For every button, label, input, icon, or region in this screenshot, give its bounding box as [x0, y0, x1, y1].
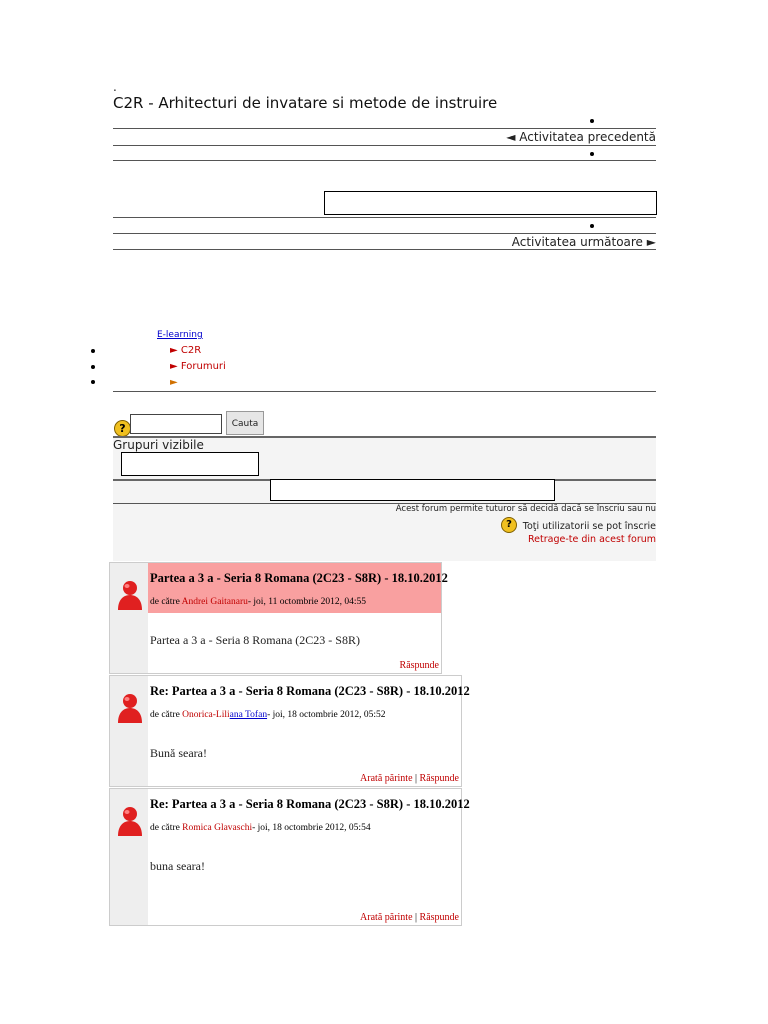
breadcrumb-item-c2r[interactable]: ► C2R — [170, 345, 202, 356]
post-avatar-column — [110, 563, 148, 673]
unsubscribe-link[interactable]: Retrage-te din acest forum — [528, 534, 656, 545]
post-message: Bună seara! — [150, 746, 207, 760]
groups-label: Grupuri vizibile — [113, 438, 204, 452]
breadcrumb-root[interactable]: E-learning — [157, 330, 203, 340]
author-link[interactable]: Romica Glavaschi — [182, 823, 253, 833]
reply-link[interactable]: Răspunde — [399, 660, 439, 671]
breadcrumb-bullet — [91, 349, 95, 353]
command-separator: | — [415, 912, 418, 923]
reply-link[interactable]: Răspunde — [419, 773, 459, 784]
help-icon[interactable]: ? — [501, 517, 517, 533]
groups-select[interactable] — [121, 452, 259, 476]
forum-select[interactable] — [270, 479, 555, 501]
post-byline — [150, 710, 386, 720]
forum-post — [109, 562, 448, 674]
search-input[interactable] — [130, 414, 222, 434]
post-header — [148, 676, 470, 726]
post-avatar-column — [110, 789, 148, 925]
nav-bullet — [590, 119, 594, 123]
nav-bullet — [590, 152, 594, 156]
reply-link[interactable]: Răspunde — [419, 912, 459, 923]
post-byline — [150, 597, 366, 607]
jump-to-select[interactable] — [324, 191, 657, 215]
post-commands — [400, 660, 439, 671]
post-date: - joi, 18 octombrie 2012, 05:52 — [267, 710, 386, 720]
command-separator: | — [415, 773, 418, 784]
nav-bullet — [590, 224, 594, 228]
post-message: Partea a 3 a - Seria 8 Romana (2C23 - S8R) — [150, 633, 360, 647]
breadcrumb-item-forums[interactable]: ► Forumuri — [170, 361, 226, 372]
byline-prefix: de către — [150, 823, 180, 833]
page-title: C2R - Arhitecturi de invatare si metode de instruire — [113, 94, 498, 112]
all-users-subscribe-text: Toţi utilizatorii se pot înscrie — [522, 521, 656, 532]
help-icon[interactable]: ? — [114, 420, 131, 437]
author-link[interactable]: Andrei Gaitanaru — [181, 597, 248, 607]
post-title: Partea a 3 a - Seria 8 Romana (2C23 - S8R) - 18.10.2012 — [150, 571, 448, 585]
post-header — [148, 789, 470, 839]
next-activity-link[interactable]: Activitatea următoare ► — [511, 235, 656, 249]
search-button[interactable]: Cauta — [226, 411, 264, 435]
breadcrumb-item-current: ► — [170, 377, 178, 388]
byline-prefix: de către — [150, 710, 180, 720]
author-link-visited[interactable]: ana Tofan — [229, 710, 268, 720]
user-icon — [116, 579, 144, 611]
user-icon — [116, 805, 144, 837]
post-title: Re: Partea a 3 a - Seria 8 Romana (2C23 - S8R) - 18.10.2012 — [150, 797, 470, 811]
post-commands — [360, 912, 459, 923]
forum-post — [109, 788, 470, 926]
post-avatar-column — [110, 676, 148, 786]
breadcrumb-bullet — [91, 380, 95, 384]
byline-prefix: de către — [150, 597, 180, 607]
post-message: buna seara! — [150, 859, 205, 873]
post-header — [148, 563, 448, 613]
post-date: - joi, 18 octombrie 2012, 05:54 — [252, 823, 371, 833]
show-parent-link[interactable]: Arată părinte — [360, 912, 413, 923]
post-byline — [150, 823, 371, 833]
forum-post — [109, 675, 470, 787]
prev-activity-link[interactable]: ◄ Activitatea precedentă — [506, 130, 656, 144]
post-commands — [360, 773, 459, 784]
breadcrumb-bullet — [91, 365, 95, 369]
author-link[interactable]: Onorica-Lili — [182, 710, 230, 720]
user-icon — [116, 692, 144, 724]
subscription-info: Acest forum permite tuturor să decidă dacă se înscriu sau nu — [395, 504, 656, 514]
post-date: - joi, 11 octombrie 2012, 04:55 — [247, 597, 366, 607]
show-parent-link[interactable]: Arată părinte — [360, 773, 413, 784]
title-dot: . — [113, 80, 117, 94]
post-title: Re: Partea a 3 a - Seria 8 Romana (2C23 - S8R) - 18.10.2012 — [150, 684, 470, 698]
